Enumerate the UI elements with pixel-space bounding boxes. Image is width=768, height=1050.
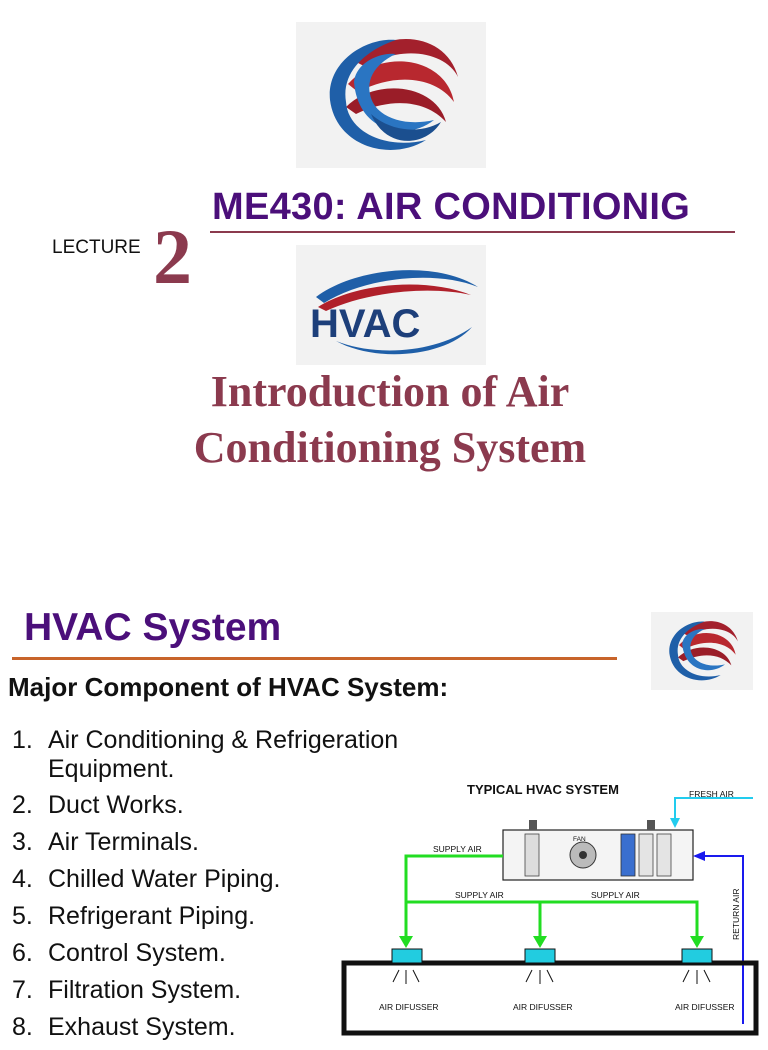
list-item-label: Refrigerant Piping. [48,902,256,930]
slide2-title-underline [12,657,617,660]
supply-arrow-2 [533,936,547,948]
air-diffuser-2 [525,949,555,963]
hvac-logo-icon [296,245,486,365]
list-item-label: Air Terminals. [48,828,199,856]
list-item-number: 2. [12,791,33,819]
hvac-system-diagram [333,770,768,1024]
air-diffuser-3 [682,949,712,963]
supply-arrow-3 [690,936,704,948]
hvac-logo [296,245,486,365]
swirl-logo-icon [296,22,486,168]
fan-label: FAN [573,836,586,843]
list-item-label: Exhaust System. [48,1013,236,1041]
list-item-number: 4. [12,865,33,893]
slide2-title: HVAC System [24,606,282,649]
list-item-label: Control System. [48,939,226,967]
supply-arrow-1 [399,936,413,948]
diffuser-airflow-arrows [393,970,710,984]
swirl-logo-small [651,612,753,690]
list-item-number: 1. [12,726,33,754]
diagram-title: TYPICAL HVAC SYSTEM [467,782,619,797]
return-air-label: RETURN AIR [731,888,741,940]
title-underline [210,231,735,233]
components-heading: Major Component of HVAC System: [8,672,449,702]
swirl-logo [296,22,486,168]
list-item-number: 8. [12,1013,33,1041]
intro-title-line-1: Introduction of Air [210,367,570,416]
air-diffuser-1 [392,949,422,963]
intro-title-line-2: Conditioning System [193,423,587,472]
supply-air-label-3: SUPPLY AIR [591,890,640,900]
list-item-label: Chilled Water Piping. [48,865,281,893]
air-handling-unit [503,820,693,880]
fresh-air-arrow [670,818,680,828]
intro-title [90,364,690,476]
lecture-label: LECTURE [52,237,141,258]
list-item-label: Air Conditioning & Refrigeration Equipment. [48,726,399,783]
air-diffuser-label-2: AIR DIFUSSER [513,1002,573,1012]
fresh-air-duct [675,798,753,820]
list-item-label: Filtration System. [48,976,242,1004]
return-air-arrow [693,851,705,861]
hvac-logo-text: HVAC [310,302,421,346]
air-diffuser-label-1: AIR DIFUSSER [379,1002,439,1012]
fresh-air-label: FRESH AIR [689,789,734,799]
list-item-number: 3. [12,828,33,856]
supply-air-label-2: SUPPLY AIR [455,890,504,900]
course-title: ME430: AIR CONDITIONIG [212,186,691,228]
list-item-number: 6. [12,939,33,967]
list-item-number: 5. [12,902,33,930]
supply-air-duct-branch [406,902,697,942]
list-item-number: 7. [12,976,33,1004]
list-item-label: Duct Works. [48,791,184,819]
air-diffuser-label-3: AIR DIFUSSER [675,1002,735,1012]
lecture-number: 2 [153,213,192,300]
supply-air-label-1: SUPPLY AIR [433,844,482,854]
swirl-logo-small-icon [651,612,753,690]
